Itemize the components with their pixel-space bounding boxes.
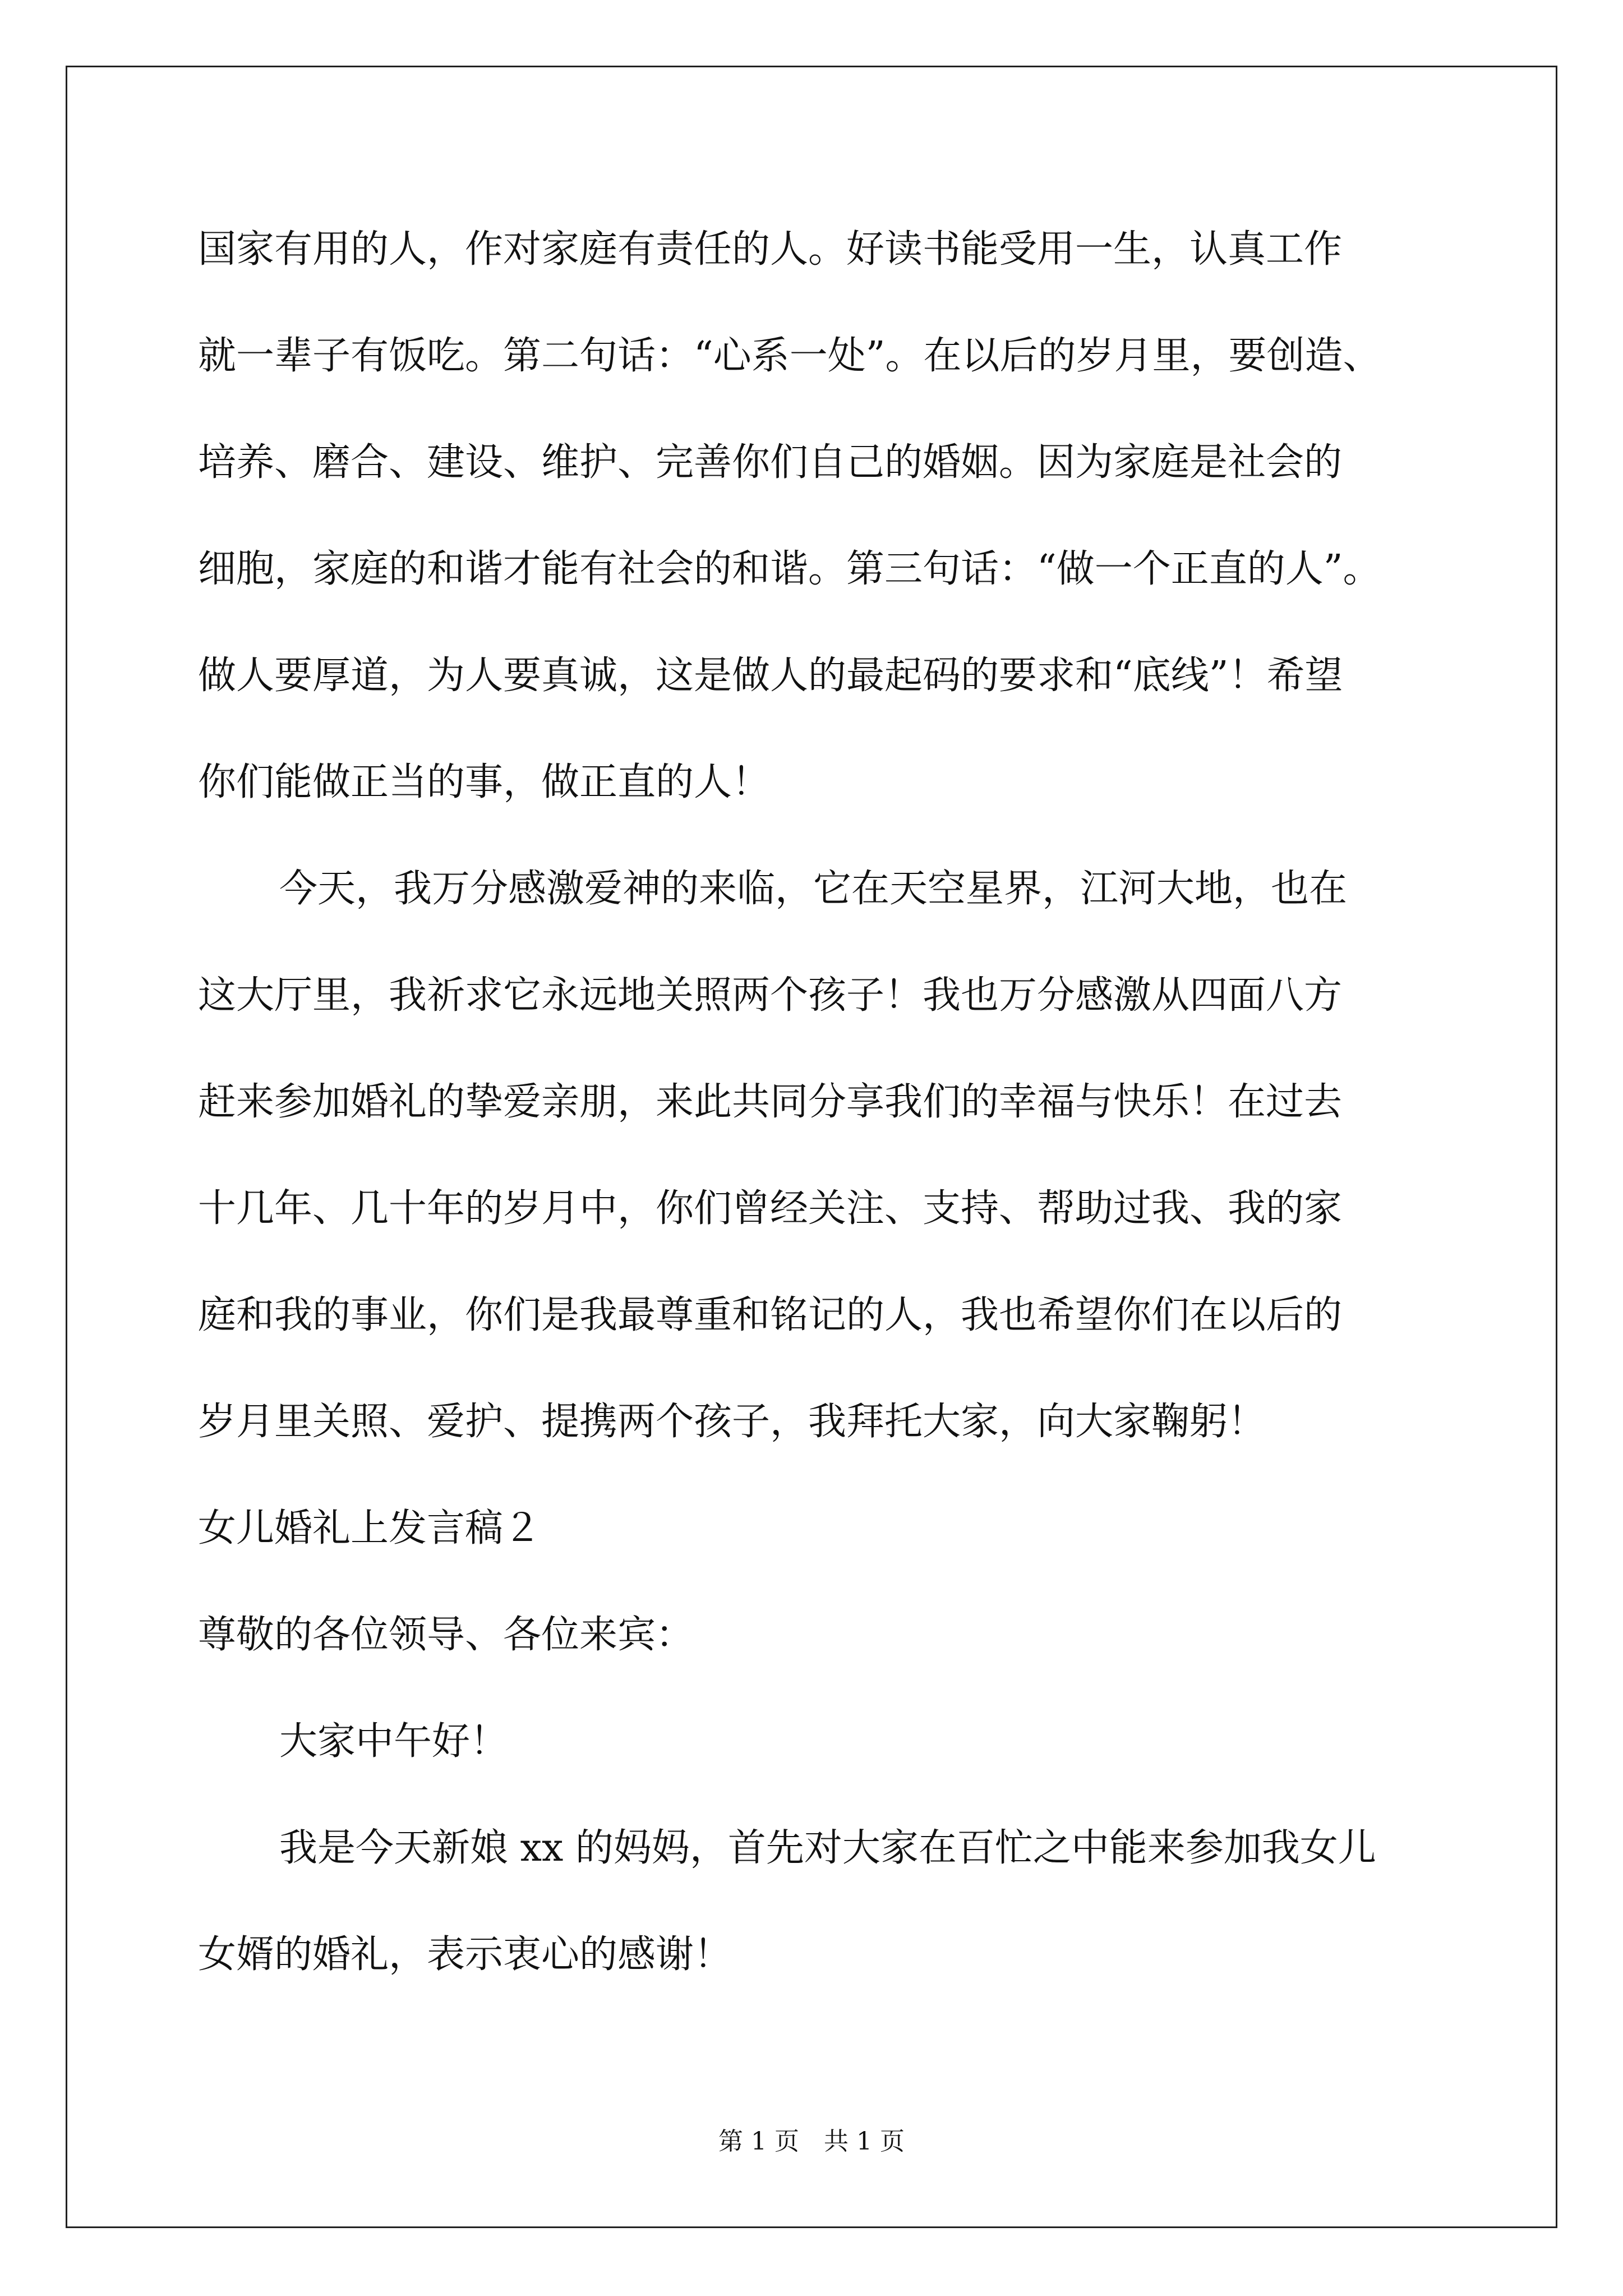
paragraph-line: 你们能做正当的事，做正直的人！ — [198, 760, 771, 804]
paragraph-line: 我是今天新娘 xx 的妈妈，首先对大家在百忙之中能来参加我女儿 — [279, 1826, 1376, 1870]
paragraph-line: 赶来参加婚礼的挚爱亲朋，来此共同分享我们的幸福与快乐！在过去 — [198, 1080, 1343, 1124]
paragraph-line: 十几年、几十年的岁月中，你们曾经关注、支持、帮助过我、我的家 — [198, 1186, 1343, 1231]
paragraph-line: 庭和我的事业，你们是我最尊重和铭记的人，我也希望你们在以后的 — [198, 1293, 1343, 1337]
page-number: 第 1 页 共 1 页 — [718, 2127, 905, 2156]
page-border — [66, 66, 1557, 2228]
greeting: 大家中午好！ — [279, 1719, 509, 1764]
paragraph-line: 做人要厚道，为人要真诚，这是做人的最起码的要求和“底线”！希望 — [198, 654, 1343, 698]
paragraph-line: 岁月里关照、爱护、提携两个孩子，我拜托大家，向大家鞠躬！ — [198, 1400, 1266, 1444]
paragraph-line: 国家有用的人，作对家庭有责任的人。好读书能受用一生，认真工作 — [198, 227, 1343, 272]
paragraph-line: 细胞，家庭的和谐才能有社会的和谐。第三句话：“做一个正直的人”。 — [198, 547, 1381, 591]
paragraph-line: 女婿的婚礼，表示衷心的感谢！ — [198, 1932, 732, 1977]
section-heading: 女儿婚礼上发言稿２ — [198, 1506, 542, 1550]
paragraph-line: 培养、磨合、建设、维护、完善你们自己的婚姻。因为家庭是社会的 — [198, 440, 1343, 485]
paragraph-line: 就一辈子有饭吃。第二句话：“心系一处”。在以后的岁月里，要创造、 — [198, 334, 1381, 378]
paragraph-line: 今天，我万分感激爱神的来临，它在天空星界，江河大地，也在 — [279, 867, 1348, 911]
salutation: 尊敬的各位领导、各位来宾： — [198, 1613, 694, 1657]
paragraph-line: 这大厅里，我祈求它永远地关照两个孩子！我也万分感激从四面八方 — [198, 973, 1343, 1018]
